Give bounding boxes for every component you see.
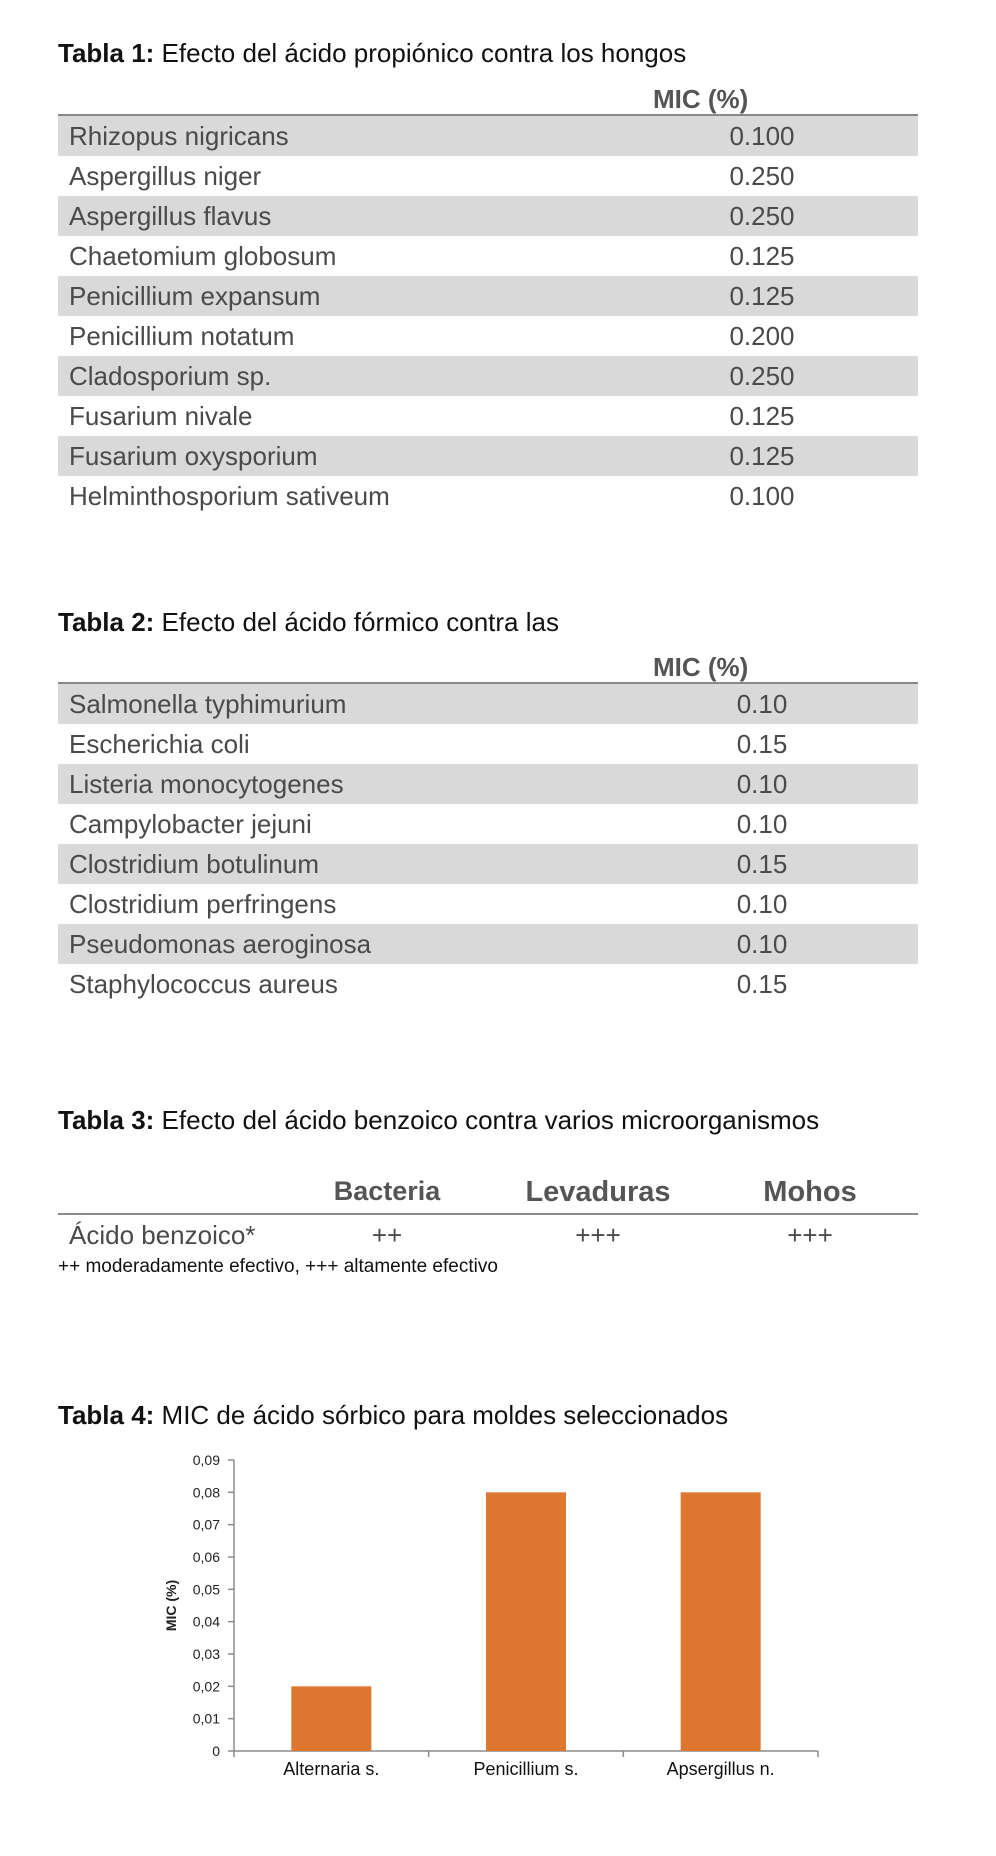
table3-cell-levaduras: +++ <box>575 1220 621 1250</box>
organism-name: Campylobacter jejuni <box>69 809 312 839</box>
table-row <box>58 436 918 476</box>
table3-rule <box>58 1213 918 1215</box>
y-axis-label: MIC (%) <box>163 1579 179 1632</box>
table2-label: Tabla 2: <box>58 607 155 637</box>
mic-value: 0.200 <box>729 321 795 351</box>
y-tick-label: 0,09 <box>192 1452 220 1468</box>
y-tick-label: 0,03 <box>192 1646 220 1662</box>
y-tick-label: 0,06 <box>192 1549 220 1565</box>
y-tick-label: 0,04 <box>192 1613 220 1630</box>
mic-value: 0.250 <box>729 201 795 231</box>
table3-header <box>58 1170 918 1214</box>
y-tick-label: 0 <box>212 1743 220 1759</box>
bar <box>681 1492 761 1751</box>
table-row <box>58 156 918 196</box>
table4-label: Tabla 4: <box>58 1400 155 1430</box>
table2-title: Efecto del ácido fórmico contra las <box>154 607 559 637</box>
table3-col-mohos: Mohos <box>763 1176 857 1208</box>
y-tick-label: 0,08 <box>192 1484 220 1501</box>
sorbic-acid-bar-chart <box>0 1450 996 1790</box>
mic-value: 0.125 <box>729 401 795 431</box>
table2-header <box>58 646 918 682</box>
organism-name: Cladosporium sp. <box>69 361 272 391</box>
mic-value: 0.15 <box>736 849 788 879</box>
mic-value: 0.10 <box>736 809 788 839</box>
table1-caption <box>58 38 686 69</box>
table3-label: Tabla 3: <box>58 1105 155 1135</box>
table-row <box>58 356 918 396</box>
organism-name: Staphylococcus aureus <box>69 969 338 999</box>
mic-value: 0.125 <box>729 241 795 271</box>
table4-title: MIC de ácido sórbico para moldes seleccionados <box>154 1400 729 1430</box>
mic-value: 0.125 <box>729 441 795 471</box>
table3-cell-bacteria: ++ <box>371 1220 403 1250</box>
table3-col-levaduras: Levaduras <box>525 1176 671 1208</box>
table-row <box>58 476 918 516</box>
table1-body <box>58 116 918 516</box>
table3-note: ++ moderadamente efectivo, +++ altamente efectivo <box>58 1256 498 1277</box>
table-row <box>58 724 918 764</box>
table-row <box>58 316 918 356</box>
y-tick-label: 0,01 <box>192 1710 220 1727</box>
x-category-label: Alternaria s. <box>283 1759 380 1779</box>
table1 <box>58 78 918 516</box>
table1-title: Efecto del ácido propiónico contra los hongos <box>154 38 687 68</box>
organism-name: Salmonella typhimurium <box>69 689 347 719</box>
table-row <box>58 924 918 964</box>
mic-value: 0.250 <box>729 361 795 391</box>
organism-name: Aspergillus niger <box>69 161 262 191</box>
y-tick-label: 0,02 <box>192 1678 220 1695</box>
mic-value: 0.15 <box>736 729 788 759</box>
table-row <box>58 884 918 924</box>
table3-row <box>58 1218 918 1258</box>
organism-name: Penicillium expansum <box>69 281 321 311</box>
table1-label: Tabla 1: <box>58 38 155 68</box>
organism-name: Clostridium botulinum <box>69 849 319 879</box>
organism-name: Fusarium nivale <box>69 401 253 431</box>
table2-caption <box>58 607 559 638</box>
mic-value: 0.15 <box>736 969 788 999</box>
x-category-label: Penicillium s. <box>473 1759 579 1779</box>
table-row <box>58 236 918 276</box>
mic-value: 0.10 <box>736 689 788 719</box>
organism-name: Fusarium oxysporium <box>69 441 318 471</box>
organism-name: Penicillium notatum <box>69 321 295 351</box>
table-row <box>58 964 918 1004</box>
table3-col-bacteria: Bacteria <box>333 1176 441 1206</box>
table3-title: Efecto del ácido benzoico contra varios microorganismos <box>154 1105 820 1135</box>
table1-col-mic: MIC (%) <box>653 84 749 114</box>
table-row <box>58 276 918 316</box>
organism-name: Aspergillus flavus <box>69 201 272 231</box>
x-category-label: Apsergillus n. <box>666 1759 775 1779</box>
organism-name: Rhizopus nigricans <box>69 121 289 151</box>
mic-value: 0.125 <box>729 281 795 311</box>
table-row <box>58 764 918 804</box>
table2-body <box>58 684 918 1004</box>
organism-name: Chaetomium globosum <box>69 241 337 271</box>
organism-name: Clostridium perfringens <box>69 889 337 919</box>
table2 <box>58 646 918 1004</box>
table3-cell-mohos: +++ <box>787 1220 833 1250</box>
y-tick-label: 0,07 <box>192 1516 220 1533</box>
organism-name: Escherichia coli <box>69 729 250 759</box>
table4-caption <box>58 1400 728 1431</box>
table-row <box>58 684 918 724</box>
table1-header <box>58 78 918 114</box>
organism-name: Helminthosporium sativeum <box>69 481 390 511</box>
mic-value: 0.10 <box>736 929 788 959</box>
bar <box>291 1686 371 1751</box>
mic-value: 0.10 <box>736 769 788 799</box>
table-row <box>58 804 918 844</box>
table-row <box>58 844 918 884</box>
table3-caption <box>58 1105 819 1136</box>
mic-value: 0.10 <box>736 889 788 919</box>
bar <box>486 1492 566 1751</box>
table-row <box>58 196 918 236</box>
organism-name: Pseudomonas aeroginosa <box>69 929 372 959</box>
mic-value: 0.250 <box>729 161 795 191</box>
table-row <box>58 116 918 156</box>
table3-row-name: Ácido benzoico* <box>69 1220 256 1250</box>
y-tick-label: 0,05 <box>192 1581 220 1598</box>
table2-col-mic: MIC (%) <box>653 652 749 682</box>
organism-name: Listeria monocytogenes <box>69 769 344 799</box>
mic-value: 0.100 <box>729 121 795 151</box>
mic-value: 0.100 <box>729 481 795 511</box>
table-row <box>58 396 918 436</box>
